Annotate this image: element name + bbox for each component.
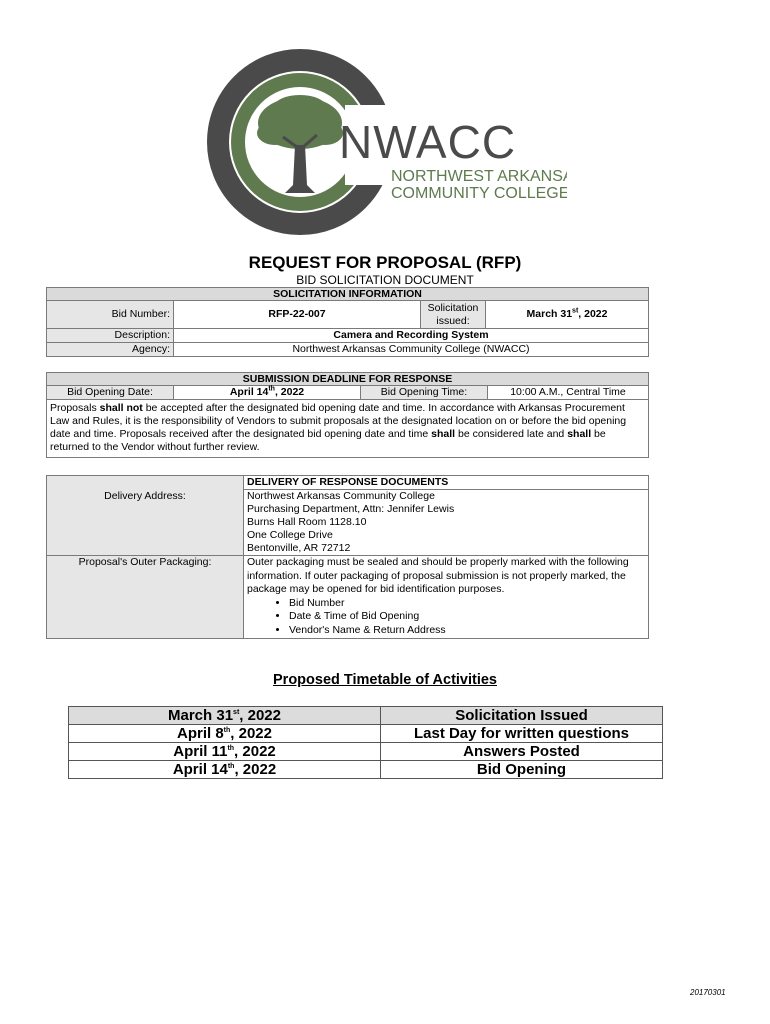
logo-college-line1: NORTHWEST ARKANSAS [391, 168, 567, 185]
packaging-bullet-list [247, 597, 645, 638]
bid-number-value: RFP-22-007 [174, 301, 421, 329]
list-item: • Vendor's Name & Return Address [289, 624, 645, 638]
address-line: One College Drive [247, 529, 333, 541]
bid-opening-time-value: 10:00 A.M., Central Time [488, 386, 649, 400]
delivery-table [46, 475, 649, 639]
bid-opening-date-value: April 14th, 2022 [174, 386, 361, 400]
delivery-header: DELIVERY OF RESPONSE DOCUMENTS [244, 476, 649, 490]
timetable-activity: Last Day for written questions [381, 725, 663, 743]
bid-number-label: Bid Number: [47, 301, 174, 329]
solicitation-header: SOLICITATION INFORMATION [47, 288, 649, 301]
logo-wordmark: NWACC [339, 116, 517, 168]
agency-label: Agency: [47, 343, 174, 357]
list-item: • Bid Number [289, 597, 645, 611]
packaging-text: Outer packaging must be sealed and should be properly marked with the following information. If outer packaging of proposal submission is not properly marked, the package may be opened for bid identification purposes. [247, 556, 629, 595]
timetable-date: March 31st, 2022 [69, 707, 381, 725]
address-line: Northwest Arkansas Community College [247, 490, 435, 502]
timetable-table [68, 706, 663, 779]
footer-code: 20170301 [690, 988, 726, 997]
delivery-address-label: Delivery Address: [47, 490, 244, 556]
timetable-activity: Answers Posted [381, 743, 663, 761]
table-row [69, 743, 663, 761]
page-subtitle: BID SOLICITATION DOCUMENT [296, 273, 474, 287]
timetable-date: April 14th, 2022 [69, 761, 381, 779]
timetable-title: Proposed Timetable of Activities [273, 672, 497, 688]
description-value: Camera and Recording System [174, 329, 649, 343]
page-title: REQUEST FOR PROPOSAL (RFP) [248, 253, 522, 272]
deadline-header: SUBMISSION DEADLINE FOR RESPONSE [47, 373, 649, 386]
delivery-header-spacer [47, 476, 244, 490]
bid-opening-time-label: Bid Opening Time: [361, 386, 488, 400]
bid-opening-date-label: Bid Opening Date: [47, 386, 174, 400]
solicitation-issued-value: March 31st, 2022 [486, 301, 649, 329]
solicitation-info-table [46, 287, 649, 357]
late-proposal-notice: Proposals shall not be accepted after the designated bid opening date and time. In accordance with Arkansas Procurement Law and Rules, it is the responsibility of Vendors to submit proposals at the designated location on or before the bid opening date and time. Proposals received after the designated bid opening date and time shall be considered late and shall be returned to the Vendor without further review. [47, 400, 649, 458]
table-row [69, 725, 663, 743]
outer-packaging-label: Proposal's Outer Packaging: [47, 556, 244, 639]
timetable-date: April 11th, 2022 [69, 743, 381, 761]
table-row [69, 707, 663, 725]
delivery-address [244, 490, 649, 556]
nwacc-logo-graphic [205, 45, 567, 240]
address-line: Bentonville, AR 72712 [247, 542, 351, 554]
logo-college-line2: COMMUNITY COLLEGE [391, 185, 567, 202]
submission-deadline-table [46, 372, 649, 458]
address-line: Purchasing Department, Attn: Jennifer Lewis [247, 503, 455, 515]
nwacc-logo [205, 45, 567, 240]
agency-value: Northwest Arkansas Community College (NWACC) [174, 343, 649, 357]
list-item: • Date & Time of Bid Opening [289, 610, 645, 624]
table-row [69, 761, 663, 779]
solicitation-issued-label: Solicitation issued: [421, 301, 486, 329]
timetable-activity: Solicitation Issued [381, 707, 663, 725]
outer-packaging-instructions [244, 556, 649, 639]
timetable-date: April 8th, 2022 [69, 725, 381, 743]
description-label: Description: [47, 329, 174, 343]
timetable-activity: Bid Opening [381, 761, 663, 779]
address-line: Burns Hall Room 1128.10 [247, 516, 367, 528]
